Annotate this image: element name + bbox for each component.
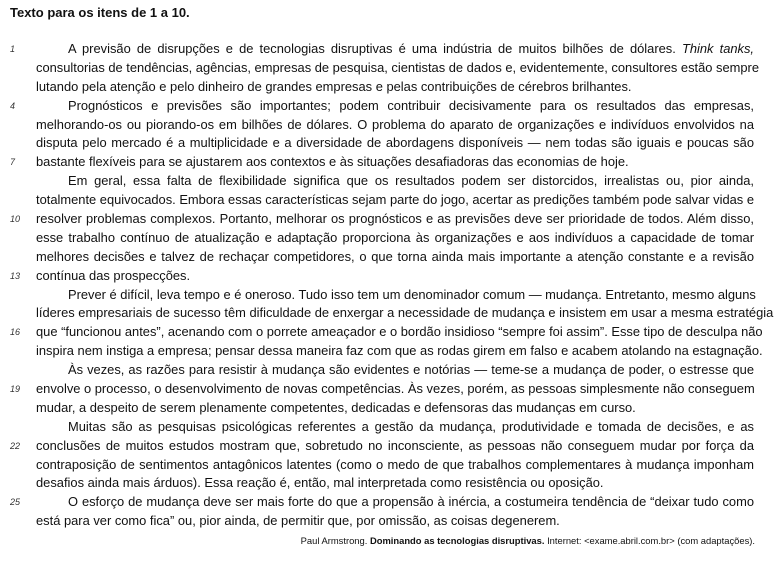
text-line xyxy=(10,493,754,512)
article-text xyxy=(10,40,774,531)
line-number: 1 xyxy=(10,44,16,54)
line-text: resolver problemas complexos. Portanto, melhorar os prognósticos e as previsões deve ser prioridade de todos. Além disso, xyxy=(36,211,754,227)
text-line xyxy=(10,323,763,342)
text-line: consultorias de tendências, agências, empresas de pesquisa, cientistas de dados e, evidentemente, consultores estão sempre xyxy=(36,59,760,75)
text-line: melhores decisões e talvez de rechaçar competidores, o que torna ainda mais importante a atenção constante e a revisão xyxy=(36,248,754,264)
line-number: 7 xyxy=(10,157,16,168)
text-line xyxy=(10,97,754,116)
source-title: Dominando as tecnologias disruptivas. xyxy=(369,535,545,546)
line-number: 25 xyxy=(10,497,21,508)
line-number: 10 xyxy=(10,214,21,225)
text-line: Em geral, essa falta de flexibilidade significa que os resultados podem ser distorcidos, irrealistas ou, pior ainda, xyxy=(68,173,754,189)
line-text: bastante flexíveis para se ajustarem aos contextos e às situações desafiadoras das economias de hoje. xyxy=(36,154,629,170)
text-line: líderes empresariais de sucesso têm dificuldade de enxergar a necessidade de mudança e insistem em usar a mesma estratégia xyxy=(36,305,774,321)
source-details: Internet: <exame.abril.com.br> (com adaptações). xyxy=(547,535,755,546)
source-citation xyxy=(301,535,755,546)
line-text: conclusões de muitos estudos mostram que, sobretudo no inconsciente, as pessoas não conseguem mudar por força da xyxy=(36,437,754,453)
text-line: lutando pela atenção e pelo dinheiro de grandes empresas e pelas contribuições de cérebros brilhantes. xyxy=(36,78,632,94)
line-number: 13 xyxy=(10,270,21,281)
text-line: totalmente equivocados. Embora essas características sejam parte do jogo, acertar as predições também pode salvar vidas e xyxy=(36,192,754,208)
text-line xyxy=(10,267,754,286)
line-text: que “funcionou antes”, acenando com o porrete ameaçador e o bordão insidioso “sempre foi assim”. Esse tipo de desculpa não xyxy=(36,324,763,340)
text-line xyxy=(10,153,754,172)
text-line xyxy=(10,40,755,59)
text-line: está para ver como fica” ou, pior ainda, de permitir que, por omissão, as coisas degenerem. xyxy=(36,513,560,529)
line-text: Prognósticos e previsões são importantes; podem contribuir decisivamente para os resultados das empresas, xyxy=(68,97,754,113)
section-heading: Texto para os itens de 1 a 10. xyxy=(10,5,190,20)
line-number: 22 xyxy=(10,440,21,451)
line-number: 16 xyxy=(10,327,21,338)
line-text: envolve o processo, o desenvolvimento de novas competências. Às vezes, porém, as pessoas simplesmente não conseguem xyxy=(36,381,755,397)
text-line: esse trabalho contínuo de atualização e adaptação proporciona às organizações e aos indivíduos a capacidade de tomar xyxy=(36,229,754,245)
line-number: 4 xyxy=(10,100,16,111)
text-line: mudar, a despeito de serem plenamente competentes, dedicadas e defensoras das mudanças em curso. xyxy=(36,399,636,415)
text-line: Às vezes, as razões para resistir à mudança são evidentes e notórias — teme-se a mudança de poder, o estresse que xyxy=(68,362,754,378)
text-line xyxy=(10,437,754,456)
line-text-part: A previsão de disrupções e de tecnologias disruptivas é uma indústria de muitos bilhões de dólares. xyxy=(68,41,682,56)
text-line: Prever é difícil, leva tempo e é oneroso. Tudo isso tem um denominador comum — mudança. Entretanto, mesmo alguns xyxy=(68,286,756,302)
think-tanks-term: Think tanks, xyxy=(681,41,755,56)
text-line: contraposição de sentimentos antagônicos latentes (como o medo de que trabalhos complementares à mudança imponham xyxy=(36,456,754,472)
text-line: disputa pelo mercado é a multiplicidade e a diversidade de abordagens disponíveis — nem todas são iguais e poucas são xyxy=(36,135,754,151)
line-number: 19 xyxy=(10,384,21,395)
text-line xyxy=(10,380,755,399)
line-text: contínua das prospecções. xyxy=(36,267,191,283)
source-author: Paul Armstrong. xyxy=(300,535,368,546)
text-line: desafios ainda mais árduos). Essa reação é, então, mal interpretada como resistência ou oposição. xyxy=(36,475,604,491)
line-text: O esforço de mudança deve ser mais forte do que a propensão à inércia, a costumeira tendência de “deixar tudo como xyxy=(68,494,754,510)
text-line: inspira nem instiga a empresa; pensar dessa maneira faz com que as rodas girem em falso e acabem atolando na estagnação. xyxy=(36,343,763,359)
text-line: melhorando-os ou piorando-os em bilhões de dólares. O problema do aparato de organizações e indivíduos envolvidos na xyxy=(36,116,754,132)
text-line xyxy=(10,210,754,229)
text-line: Muitas são as pesquisas psicológicas referentes a gestão da mudança, produtividade e tomada de decisões, e as xyxy=(68,418,754,434)
